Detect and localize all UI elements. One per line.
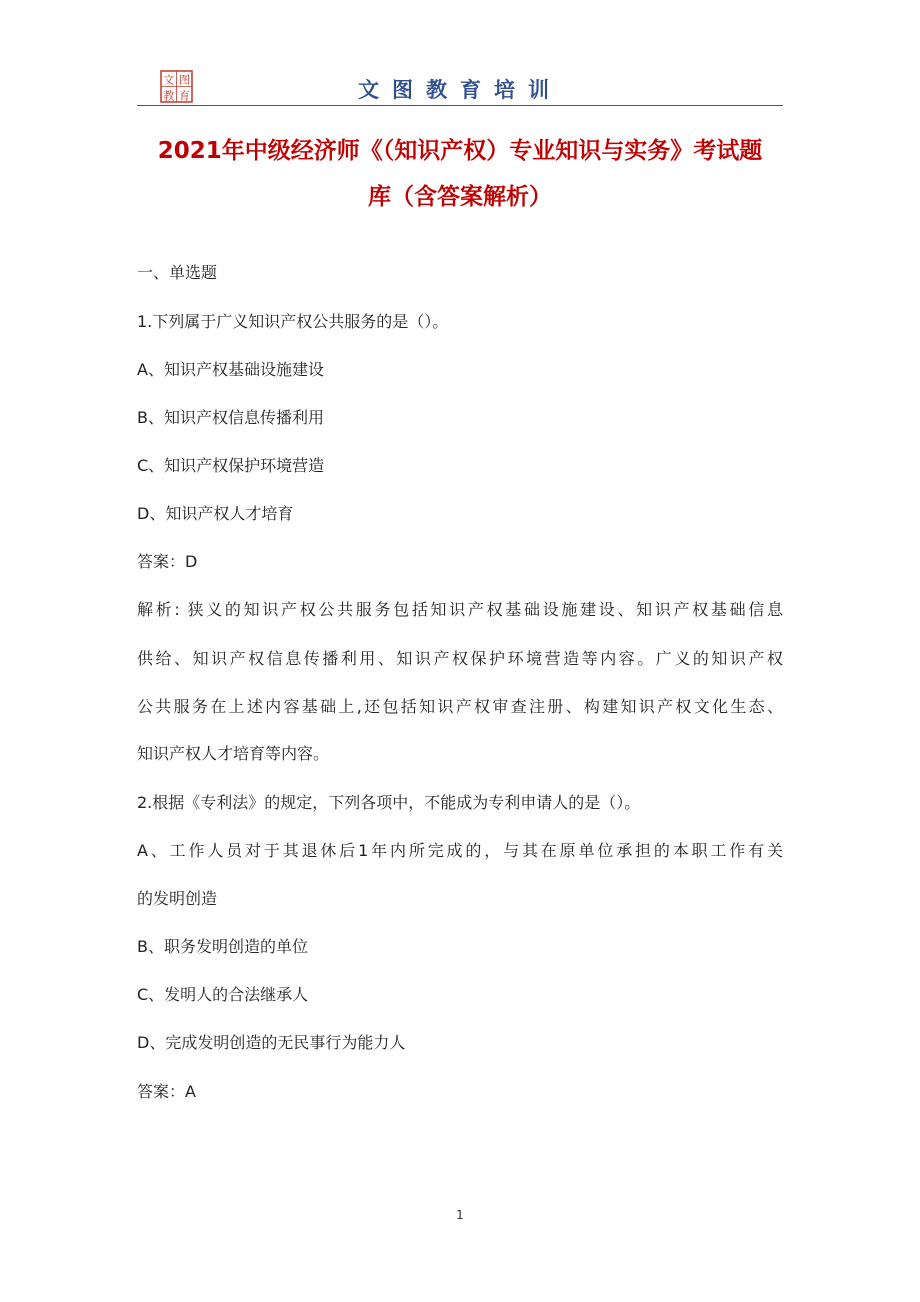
question-2-option-c: C、发明人的合法继承人 — [137, 985, 309, 1004]
question-1-analysis-line-3: 公共服务在上述内容基础上,还包括知识产权审查注册、构建知识产权文化生态、 — [137, 697, 783, 716]
question-2-option-a: A、工作人员对于其退休后1年内所完成的，与其在原单位承担的本职工作有关 — [137, 841, 783, 860]
section-heading: 一、单选题 — [137, 263, 218, 282]
question-1-option-b: B、知识产权信息传播利用 — [137, 408, 324, 427]
header-divider — [137, 105, 783, 106]
logo-seal-icon — [160, 70, 193, 103]
question-1-analysis-line-2: 供给、知识产权信息传播利用、知识产权保护环境营造等内容。广义的知识产权 — [137, 649, 783, 668]
question-2-option-a-cont: 的发明创造 — [137, 889, 218, 908]
question-1-option-a: A、知识产权基础设施建设 — [137, 360, 324, 379]
document-title — [137, 128, 783, 220]
question-1-option-c: C、知识产权保护环境营造 — [137, 456, 325, 475]
page-number: 1 — [456, 1208, 464, 1222]
logo-char-2: 图 — [179, 73, 190, 87]
title-line-2: 库（含答案解析） — [368, 184, 552, 210]
question-2-stem: 2.根据《专利法》的规定，下列各项中，不能成为专利申请人的是（）。 — [137, 793, 641, 812]
question-1-stem: 1.下列属于广义知识产权公共服务的是（）。 — [137, 312, 449, 331]
question-2-option-d: D、完成发明创造的无民事行为能力人 — [137, 1033, 406, 1052]
question-2-answer: 答案：A — [137, 1082, 196, 1101]
logo-char-1: 文 — [163, 73, 175, 87]
question-1-analysis-line-1: 解析: 狭义的知识产权公共服务包括知识产权基础设施建设、知识产权基础信息 — [137, 600, 783, 619]
question-1-analysis-line-4: 知识产权人才培育等内容。 — [137, 744, 330, 763]
logo-char-4: 育 — [179, 89, 190, 103]
question-2-option-b: B、职务发明创造的单位 — [137, 937, 308, 956]
logo-char-3: 教 — [163, 89, 175, 103]
title-line-1: 2021年中级经济师《（知识产权）专业知识与实务》考试题 — [157, 138, 763, 164]
brand-name: 文图教育培训 — [358, 77, 562, 102]
question-1-answer: 答案：D — [137, 552, 198, 571]
question-1-option-d: D、知识产权人才培育 — [137, 504, 294, 523]
